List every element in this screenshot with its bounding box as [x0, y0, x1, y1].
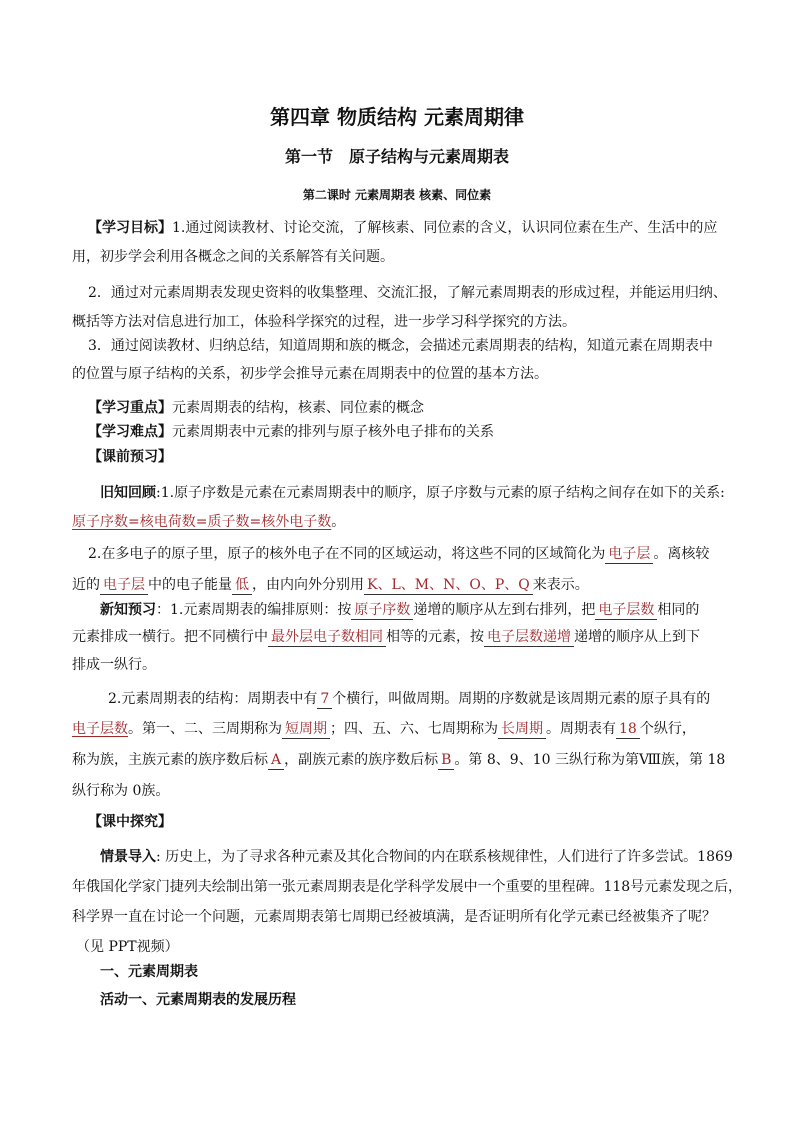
review-line-4 [72, 575, 589, 595]
answer-period-shells: 电子层数 [72, 721, 128, 737]
new-knowledge-line-5 [72, 719, 696, 739]
blank-short-period [282, 720, 330, 739]
review-text-5: 近的 [72, 577, 100, 593]
nk-text-5: 相等的元素，按 [386, 629, 484, 645]
answer-period-count: 7 [320, 691, 330, 707]
blank-inner-shell [100, 576, 148, 595]
answer-atomic-number-relation: 原子序数=核电荷数=质子数=核外电子数 [72, 514, 332, 530]
new-knowledge-line-3: 排成一纵行。 [72, 657, 156, 673]
intro-line-2: 年俄国化学家门捷列夫绘制出第一张元素周期表是化学科学发展中一个重要的里程碑。118号元素发现之后， [72, 879, 743, 895]
new-knowledge-line-4 [108, 689, 710, 709]
blank-long-period [498, 720, 546, 739]
answer-shell-letters: K、L、M、N、O、P、Q [367, 577, 530, 593]
answer-outer-electrons: 最外层电子数相同 [271, 629, 383, 645]
section-title: 第一节 原子结构与元素周期表 [284, 147, 509, 166]
answer-sub-group: B [441, 752, 452, 768]
objectives-text-1: 1.通过阅读教材、讨论交流，了解核素、同位素的含义，认识同位素在生产、生活中的应 [172, 220, 718, 236]
key-points-label: 【学习重点】 [88, 400, 172, 416]
nk-text-13: 个纵行， [639, 721, 696, 737]
difficulties-label: 【学习难点】 [88, 424, 172, 440]
explore-heading: 【课中探究】 [88, 814, 172, 830]
objectives-line-3: 2．通过对元素周期表发现史资料的收集整理、交流汇报，了解元素周期表的形成过程，并能运用归纳、 [88, 285, 727, 301]
review-line-1 [100, 483, 725, 503]
review-text-2: 。 [331, 514, 346, 530]
answer-electron-shell: 电子层 [608, 546, 651, 562]
answer-shell-increase: 电子层数递增 [487, 629, 571, 645]
new-knowledge-line-1 [100, 600, 699, 620]
blank-atomic-number [351, 601, 413, 620]
review-text-7: ，由内向外分别用 [252, 577, 364, 593]
new-knowledge-line-7: 纵行称为 0族。 [72, 783, 170, 799]
objectives-line-2: 用，初步学会利用各概念之间的关系解答有关问题。 [72, 249, 394, 265]
blank-shell-letters [364, 576, 533, 595]
objectives-line-6: 的位置与原子结构的关系，初步学会推导元素在周期表中的位置的基本方法。 [72, 366, 548, 382]
difficulties-line [88, 422, 494, 442]
answer-long-period: 长周期 [501, 721, 543, 737]
nk-text-1: ：1.元素周期表的编排原则：按 [156, 602, 352, 618]
blank-electron-shell [605, 545, 653, 564]
nk-text-15: ，副族元素的族序数后标 [284, 752, 439, 768]
objectives-line-4: 概括等方法对信息进行加工，体验科学探究的过程，进一步学习科学探究的方法。 [72, 314, 576, 330]
new-knowledge-line-2 [72, 627, 700, 647]
blank-column-count [616, 720, 640, 739]
review-text-3: 2.在多电子的原子里，原子的核外电子在不同的区域运动，将这些不同的区域简化为 [88, 546, 606, 562]
nk-text-2: 递增的顺序从左到右排列，把 [413, 602, 596, 618]
review-text-1: :1.原子序数是元素在元素周期表中的顺序，原子序数与元素的原子结构之间存在如下的关系: [156, 485, 725, 501]
key-points-line [88, 398, 424, 418]
lesson-title: 第二课时 元素周期表 核素、同位素 [302, 188, 492, 202]
nk-text-12: 。周期表有 [546, 721, 616, 737]
activity-one-heading: 活动一、元素周期表的发展历程 [100, 992, 296, 1008]
preview-heading: 【课前预习】 [88, 449, 172, 465]
nk-text-16: 。第 8、9、10 三纵行称为第Ⅷ族，第 18 [454, 752, 726, 768]
nk-text-10: 。第一、二、三周期称为 [128, 721, 282, 737]
intro-line-4: （见 PPT视频） [76, 939, 179, 955]
answer-main-group: A [271, 752, 282, 768]
objectives-line-5: 3．通过阅读教材、归纳总结，知道周期和族的概念，会描述元素周期表的结构，知道元素在周期表中 [88, 338, 713, 354]
nk-text-9: 个横行，叫做周期。周期的序数就是该周期元素的原子具有的 [332, 691, 711, 707]
blank-shell-increase [484, 628, 574, 647]
review-text-6: 中的电子能量 [148, 577, 232, 593]
review-text-4: 。离核较 [653, 546, 710, 562]
nk-text-11: ；四、五、六、七周期称为 [330, 721, 498, 737]
answer-shell-count: 电子层数 [598, 602, 655, 618]
blank-shell-count [595, 601, 657, 620]
intro-text-1: : 历史上，为了寻求各种元素及其化合物间的内在联系核规律性，人们进行了许多尝试。1869 [156, 849, 733, 865]
heading-periodic-table: 一、元素周期表 [100, 964, 198, 980]
review-label: 旧知回顾 [100, 485, 156, 501]
answer-atomic-number: 原子序数 [354, 602, 411, 618]
answer-inner-shell: 电子层 [103, 577, 145, 593]
chapter-title: 第四章 物质结构 元素周期律 [270, 105, 524, 129]
difficulties-text: 元素周期表中元素的排列与原子核外电子排布的关系 [172, 424, 494, 440]
blank-period-count [317, 690, 332, 709]
blank-main-group [268, 751, 284, 770]
intro-line-1 [100, 847, 733, 867]
nk-text-6: 递增的顺序从上到下 [574, 629, 700, 645]
blank-sub-group [438, 751, 454, 770]
new-knowledge-line-6 [72, 750, 725, 770]
review-line-2 [72, 512, 345, 532]
nk-text-8: 2.元素周期表的结构：周期表中有 [108, 691, 318, 707]
answer-energy: 低 [235, 577, 249, 593]
nk-text-3: 相同的 [657, 602, 700, 618]
key-points-text: 元素周期表的结构，核素、同位素的概念 [172, 400, 424, 416]
blank-energy [232, 576, 252, 595]
nk-text-14: 称为族，主族元素的族序数后标 [72, 752, 268, 768]
nk-text-4: 元素排成一横行。把不同横行中 [72, 629, 268, 645]
review-text-8: 来表示。 [532, 577, 589, 593]
answer-short-period: 短周期 [285, 721, 327, 737]
intro-label: 情景导入 [100, 849, 156, 865]
answer-column-count: 18 [619, 721, 637, 737]
intro-line-3: 科学界一直在讨论一个问题，元素周期表第七周期已经被填满，是否证明所有化学元素已经被集齐了呢？ [72, 909, 716, 925]
new-knowledge-label: 新知预习 [100, 602, 156, 618]
blank-outer-electrons [268, 628, 386, 647]
objectives-label: 【学习目标】 [88, 220, 172, 236]
review-line-3 [88, 544, 709, 564]
objectives-line-1 [88, 218, 717, 238]
